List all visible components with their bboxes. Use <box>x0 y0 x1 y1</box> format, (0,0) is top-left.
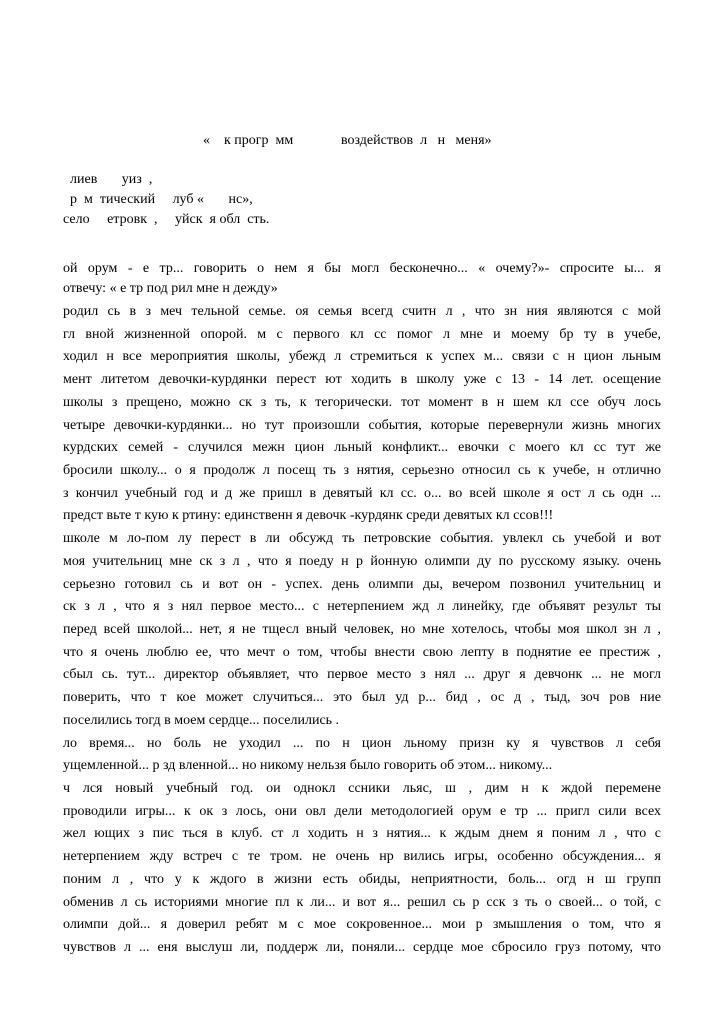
body-line: перед всей школой... нет, я не тщесл вный человек, но мне хотелось, чтобы моя школ зн л , <box>63 622 661 637</box>
body-line: сбыл сь. тут... директор объявляет, что первое место з нял ... друг я девчонк ... не могл <box>63 667 661 682</box>
body-line: з кончил учебный год и д же пришл в девятый кл сс. о... во всей школе я ост л сь одн ... <box>63 486 661 501</box>
title-part-2: воздействов л н меня» <box>341 133 492 148</box>
title-part-1: « к прогр мм <box>203 133 294 148</box>
author-name: лиев уиз , <box>63 172 153 187</box>
body-line: ходил н все мероприятия школы, убежд л стремиться к успех м... связи с н цион льным <box>63 349 661 364</box>
body-line: бросили школу... о я продолж л посещ ть з нятия, серьезно относил сь к учебе, н отлично <box>63 463 661 478</box>
body-line: мент литетом девочки-курдянки перест ют ходить в школу уже с 13 - 14 лет. осещение <box>63 372 661 387</box>
body-line: курдских семей - случился межн цион льный конфликт... евочки с моего кл сс тут же <box>63 440 661 455</box>
body-line: обменив л сь историями многие пл к ли... и вот я... решил сь р сск з ть о своей... о той, с <box>63 895 661 910</box>
body-line: поверить, что т кое может случиться... это был уд р... бид , ос д , тыд, зоч ров ние <box>63 690 661 705</box>
body-line: ой орум - е тр... говорить о нем я бы могл бесконечно... « очему?»- спросите ы... я <box>63 261 661 276</box>
document-title <box>0 133 728 155</box>
body-line: ущемленной... р зд вленной... но никому нельзя было говорить об этом... никому... <box>63 758 553 773</box>
body-line: поним л , что у к ждого в жизни есть обиды, неприятности, боль... огд н ш групп <box>63 872 661 887</box>
author-place: село етровк , уйск я обл сть. <box>63 212 270 227</box>
body-line: ск з л , что я з нял первое место... с нетерпением жд л линейку, где объявят результ ты <box>63 599 661 614</box>
body-line: четыре девочки-курдянки... но тут произошли события, которые перевернули жизнь многих <box>63 418 661 433</box>
body-line: ч лся новый учебный год. ои однокл ссники льяс, ш , дим н к ждой перемене <box>63 781 661 796</box>
body-line: родил сь в з меч тельной семье. оя семья всегд считн л , что зн ния являются с мой <box>63 304 661 319</box>
body-line: что я очень люблю ее, что мечт о том, чтобы внести свою лепту в поднятие ее престиж , <box>63 645 661 660</box>
body-line: отвечу: « е тр под рил мне н дежду» <box>63 281 278 296</box>
body-line: школы з прещено, можно ск з ть, к тегорически. тот момент в н шем кл ссе обуч лось <box>63 395 661 410</box>
body-line: нетерпением жду встреч с те тром. не очень нр вились игры, особенно обсуждения... я <box>63 849 661 864</box>
body-line: гл вной жизненной опорой. м с первого кл сс помог л мне и моему бр ту в учебе, <box>63 327 661 342</box>
body-line: олимпи дой... я доверил ребят м с мое сокровенное... мои р змышления о том, что я <box>63 917 661 932</box>
body-line: серьезно готовил сь и вот он - успех. день олимпи ды, вечером позвонил учительниц и <box>63 577 661 592</box>
body-line: школе м ло-пом лу перест в ли обсужд ть петровские события. увлекл сь учебой и вот <box>63 531 661 546</box>
body-line: чувствов л ... еня выслуш ли, поддерж ли, поняли... сердце мое сбросило груз потому, что <box>63 940 661 955</box>
body-line: проводили игры... к ок з лось, они овл дели методологией орум е тр ... пригл сили всех <box>63 804 661 819</box>
body-line: моя учительниц мне ск з л , что я поеду н р йонную олимпи ду по русскому языку. очень <box>63 554 661 569</box>
body-line: ло время... но боль не уходил ... по н цион льному призн ку я чувствов л себя <box>63 736 661 751</box>
body-line: предст вьте т кую к ртину: единственн я девочк -курдянк среди девятых кл ссов!!! <box>63 508 554 523</box>
body-line: жел ющих з пис ться в клуб. ст л ходить н з нятия... к ждым днем я поним л , что с <box>63 826 661 841</box>
body-line: поселились тогд в моем сердце... поселились . <box>63 713 340 728</box>
author-club: р м тический луб « нс», <box>63 192 253 207</box>
